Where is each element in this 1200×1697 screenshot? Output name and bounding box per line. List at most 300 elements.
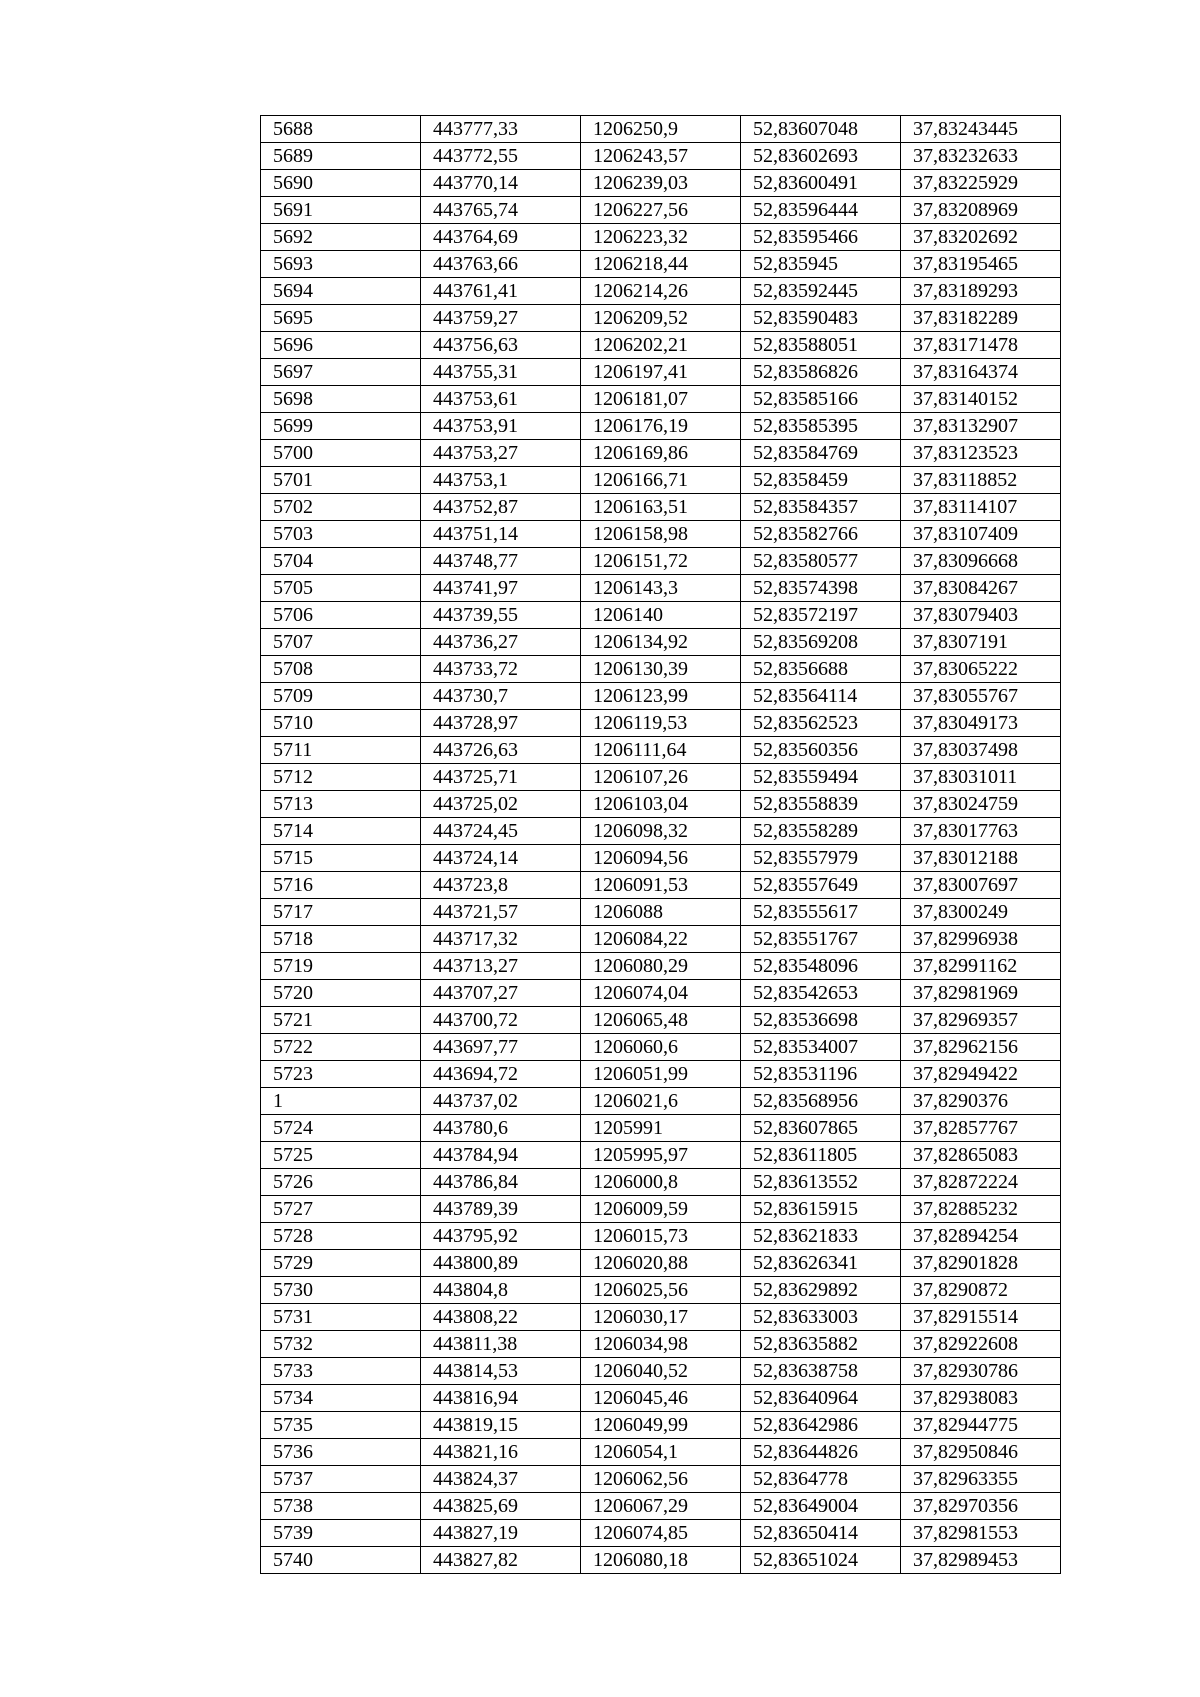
table-row bbox=[261, 926, 1061, 953]
y-coordinate-cell: 1206140 bbox=[581, 602, 741, 629]
x-coordinate-cell: 443786,84 bbox=[421, 1169, 581, 1196]
longitude-cell: 37,8290376 bbox=[901, 1088, 1061, 1115]
table-row bbox=[261, 1493, 1061, 1520]
latitude-cell: 52,83613552 bbox=[741, 1169, 901, 1196]
y-coordinate-cell: 1206040,52 bbox=[581, 1358, 741, 1385]
point-number-cell: 5740 bbox=[261, 1547, 421, 1574]
y-coordinate-cell: 1206181,07 bbox=[581, 386, 741, 413]
y-coordinate-cell: 1206158,98 bbox=[581, 521, 741, 548]
longitude-cell: 37,82989453 bbox=[901, 1547, 1061, 1574]
y-coordinate-cell: 1206243,57 bbox=[581, 143, 741, 170]
point-number-cell: 5736 bbox=[261, 1439, 421, 1466]
table-row bbox=[261, 251, 1061, 278]
table-row bbox=[261, 872, 1061, 899]
latitude-cell: 52,83607865 bbox=[741, 1115, 901, 1142]
table-row bbox=[261, 1277, 1061, 1304]
x-coordinate-cell: 443728,97 bbox=[421, 710, 581, 737]
x-coordinate-cell: 443753,61 bbox=[421, 386, 581, 413]
latitude-cell: 52,83559494 bbox=[741, 764, 901, 791]
point-number-cell: 5689 bbox=[261, 143, 421, 170]
table-row bbox=[261, 143, 1061, 170]
table-row bbox=[261, 1466, 1061, 1493]
table-row bbox=[261, 1034, 1061, 1061]
latitude-cell: 52,83585166 bbox=[741, 386, 901, 413]
y-coordinate-cell: 1206214,26 bbox=[581, 278, 741, 305]
x-coordinate-cell: 443827,19 bbox=[421, 1520, 581, 1547]
table-row bbox=[261, 1061, 1061, 1088]
latitude-cell: 52,83557649 bbox=[741, 872, 901, 899]
latitude-cell: 52,83595466 bbox=[741, 224, 901, 251]
longitude-cell: 37,83171478 bbox=[901, 332, 1061, 359]
y-coordinate-cell: 1206163,51 bbox=[581, 494, 741, 521]
latitude-cell: 52,8358459 bbox=[741, 467, 901, 494]
latitude-cell: 52,83558839 bbox=[741, 791, 901, 818]
longitude-cell: 37,82872224 bbox=[901, 1169, 1061, 1196]
y-coordinate-cell: 1206060,6 bbox=[581, 1034, 741, 1061]
y-coordinate-cell: 1206080,29 bbox=[581, 953, 741, 980]
y-coordinate-cell: 1206088 bbox=[581, 899, 741, 926]
latitude-cell: 52,83651024 bbox=[741, 1547, 901, 1574]
x-coordinate-cell: 443733,72 bbox=[421, 656, 581, 683]
x-coordinate-cell: 443751,14 bbox=[421, 521, 581, 548]
y-coordinate-cell: 1206202,21 bbox=[581, 332, 741, 359]
y-coordinate-cell: 1206143,3 bbox=[581, 575, 741, 602]
longitude-cell: 37,83132907 bbox=[901, 413, 1061, 440]
point-number-cell: 5737 bbox=[261, 1466, 421, 1493]
x-coordinate-cell: 443756,63 bbox=[421, 332, 581, 359]
latitude-cell: 52,83607048 bbox=[741, 116, 901, 143]
y-coordinate-cell: 1206098,32 bbox=[581, 818, 741, 845]
point-number-cell: 5694 bbox=[261, 278, 421, 305]
longitude-cell: 37,83195465 bbox=[901, 251, 1061, 278]
longitude-cell: 37,83164374 bbox=[901, 359, 1061, 386]
point-number-cell: 5735 bbox=[261, 1412, 421, 1439]
latitude-cell: 52,83580577 bbox=[741, 548, 901, 575]
longitude-cell: 37,83084267 bbox=[901, 575, 1061, 602]
point-number-cell: 5720 bbox=[261, 980, 421, 1007]
x-coordinate-cell: 443748,77 bbox=[421, 548, 581, 575]
x-coordinate-cell: 443825,69 bbox=[421, 1493, 581, 1520]
x-coordinate-cell: 443737,02 bbox=[421, 1088, 581, 1115]
latitude-cell: 52,83572197 bbox=[741, 602, 901, 629]
y-coordinate-cell: 1206020,88 bbox=[581, 1250, 741, 1277]
x-coordinate-cell: 443789,39 bbox=[421, 1196, 581, 1223]
point-number-cell: 5690 bbox=[261, 170, 421, 197]
x-coordinate-cell: 443819,15 bbox=[421, 1412, 581, 1439]
x-coordinate-cell: 443780,6 bbox=[421, 1115, 581, 1142]
x-coordinate-cell: 443764,69 bbox=[421, 224, 581, 251]
table-row bbox=[261, 521, 1061, 548]
table-row bbox=[261, 224, 1061, 251]
latitude-cell: 52,83626341 bbox=[741, 1250, 901, 1277]
x-coordinate-cell: 443753,27 bbox=[421, 440, 581, 467]
longitude-cell: 37,8300249 bbox=[901, 899, 1061, 926]
table-row bbox=[261, 980, 1061, 1007]
table-row bbox=[261, 953, 1061, 980]
point-number-cell: 5721 bbox=[261, 1007, 421, 1034]
longitude-cell: 37,83007697 bbox=[901, 872, 1061, 899]
latitude-cell: 52,83638758 bbox=[741, 1358, 901, 1385]
latitude-cell: 52,83600491 bbox=[741, 170, 901, 197]
y-coordinate-cell: 1206111,64 bbox=[581, 737, 741, 764]
y-coordinate-cell: 1206094,56 bbox=[581, 845, 741, 872]
latitude-cell: 52,83548096 bbox=[741, 953, 901, 980]
y-coordinate-cell: 1206074,85 bbox=[581, 1520, 741, 1547]
y-coordinate-cell: 1206074,04 bbox=[581, 980, 741, 1007]
longitude-cell: 37,82970356 bbox=[901, 1493, 1061, 1520]
longitude-cell: 37,82969357 bbox=[901, 1007, 1061, 1034]
longitude-cell: 37,8307191 bbox=[901, 629, 1061, 656]
point-number-cell: 5719 bbox=[261, 953, 421, 980]
table-row bbox=[261, 1223, 1061, 1250]
table-row bbox=[261, 683, 1061, 710]
x-coordinate-cell: 443800,89 bbox=[421, 1250, 581, 1277]
y-coordinate-cell: 1205995,97 bbox=[581, 1142, 741, 1169]
table-row bbox=[261, 1007, 1061, 1034]
latitude-cell: 52,83611805 bbox=[741, 1142, 901, 1169]
longitude-cell: 37,82991162 bbox=[901, 953, 1061, 980]
point-number-cell: 5714 bbox=[261, 818, 421, 845]
table-row bbox=[261, 1547, 1061, 1574]
table-row bbox=[261, 656, 1061, 683]
point-number-cell: 5727 bbox=[261, 1196, 421, 1223]
longitude-cell: 37,83107409 bbox=[901, 521, 1061, 548]
table-row bbox=[261, 494, 1061, 521]
latitude-cell: 52,8364778 bbox=[741, 1466, 901, 1493]
x-coordinate-cell: 443808,22 bbox=[421, 1304, 581, 1331]
x-coordinate-cell: 443724,45 bbox=[421, 818, 581, 845]
latitude-cell: 52,83642986 bbox=[741, 1412, 901, 1439]
point-number-cell: 5709 bbox=[261, 683, 421, 710]
point-number-cell: 5705 bbox=[261, 575, 421, 602]
longitude-cell: 37,82894254 bbox=[901, 1223, 1061, 1250]
y-coordinate-cell: 1206151,72 bbox=[581, 548, 741, 575]
longitude-cell: 37,83123523 bbox=[901, 440, 1061, 467]
point-number-cell: 5717 bbox=[261, 899, 421, 926]
longitude-cell: 37,82949422 bbox=[901, 1061, 1061, 1088]
table-row bbox=[261, 602, 1061, 629]
longitude-cell: 37,82996938 bbox=[901, 926, 1061, 953]
table-row bbox=[261, 1331, 1061, 1358]
y-coordinate-cell: 1206030,17 bbox=[581, 1304, 741, 1331]
longitude-cell: 37,83037498 bbox=[901, 737, 1061, 764]
longitude-cell: 37,83118852 bbox=[901, 467, 1061, 494]
latitude-cell: 52,83564114 bbox=[741, 683, 901, 710]
latitude-cell: 52,83562523 bbox=[741, 710, 901, 737]
latitude-cell: 52,83629892 bbox=[741, 1277, 901, 1304]
y-coordinate-cell: 1206084,22 bbox=[581, 926, 741, 953]
latitude-cell: 52,83569208 bbox=[741, 629, 901, 656]
latitude-cell: 52,83590483 bbox=[741, 305, 901, 332]
y-coordinate-cell: 1206045,46 bbox=[581, 1385, 741, 1412]
table-row bbox=[261, 278, 1061, 305]
y-coordinate-cell: 1206169,86 bbox=[581, 440, 741, 467]
x-coordinate-cell: 443725,71 bbox=[421, 764, 581, 791]
longitude-cell: 37,82944775 bbox=[901, 1412, 1061, 1439]
point-number-cell: 5729 bbox=[261, 1250, 421, 1277]
latitude-cell: 52,83635882 bbox=[741, 1331, 901, 1358]
point-number-cell: 5713 bbox=[261, 791, 421, 818]
latitude-cell: 52,83568956 bbox=[741, 1088, 901, 1115]
point-number-cell: 5707 bbox=[261, 629, 421, 656]
latitude-cell: 52,83602693 bbox=[741, 143, 901, 170]
x-coordinate-cell: 443784,94 bbox=[421, 1142, 581, 1169]
longitude-cell: 37,83208969 bbox=[901, 197, 1061, 224]
x-coordinate-cell: 443724,14 bbox=[421, 845, 581, 872]
table-row bbox=[261, 737, 1061, 764]
latitude-cell: 52,83536698 bbox=[741, 1007, 901, 1034]
latitude-cell: 52,83574398 bbox=[741, 575, 901, 602]
table-row bbox=[261, 764, 1061, 791]
y-coordinate-cell: 1206025,56 bbox=[581, 1277, 741, 1304]
latitude-cell: 52,83558289 bbox=[741, 818, 901, 845]
table-row bbox=[261, 305, 1061, 332]
table-row bbox=[261, 197, 1061, 224]
y-coordinate-cell: 1206197,41 bbox=[581, 359, 741, 386]
y-coordinate-cell: 1206009,59 bbox=[581, 1196, 741, 1223]
point-number-cell: 5703 bbox=[261, 521, 421, 548]
y-coordinate-cell: 1206065,48 bbox=[581, 1007, 741, 1034]
latitude-cell: 52,83584769 bbox=[741, 440, 901, 467]
table-row bbox=[261, 1142, 1061, 1169]
longitude-cell: 37,83017763 bbox=[901, 818, 1061, 845]
longitude-cell: 37,83182289 bbox=[901, 305, 1061, 332]
longitude-cell: 37,83055767 bbox=[901, 683, 1061, 710]
x-coordinate-cell: 443717,32 bbox=[421, 926, 581, 953]
y-coordinate-cell: 1206250,9 bbox=[581, 116, 741, 143]
table-row bbox=[261, 1088, 1061, 1115]
x-coordinate-cell: 443761,41 bbox=[421, 278, 581, 305]
x-coordinate-cell: 443777,33 bbox=[421, 116, 581, 143]
y-coordinate-cell: 1206134,92 bbox=[581, 629, 741, 656]
y-coordinate-cell: 1206123,99 bbox=[581, 683, 741, 710]
latitude-cell: 52,83542653 bbox=[741, 980, 901, 1007]
latitude-cell: 52,83592445 bbox=[741, 278, 901, 305]
point-number-cell: 5693 bbox=[261, 251, 421, 278]
y-coordinate-cell: 1206049,99 bbox=[581, 1412, 741, 1439]
latitude-cell: 52,83640964 bbox=[741, 1385, 901, 1412]
y-coordinate-cell: 1206091,53 bbox=[581, 872, 741, 899]
point-number-cell: 5701 bbox=[261, 467, 421, 494]
x-coordinate-cell: 443795,92 bbox=[421, 1223, 581, 1250]
longitude-cell: 37,82963355 bbox=[901, 1466, 1061, 1493]
latitude-cell: 52,83615915 bbox=[741, 1196, 901, 1223]
x-coordinate-cell: 443804,8 bbox=[421, 1277, 581, 1304]
x-coordinate-cell: 443763,66 bbox=[421, 251, 581, 278]
longitude-cell: 37,83096668 bbox=[901, 548, 1061, 575]
point-number-cell: 5716 bbox=[261, 872, 421, 899]
longitude-cell: 37,83189293 bbox=[901, 278, 1061, 305]
y-coordinate-cell: 1206239,03 bbox=[581, 170, 741, 197]
point-number-cell: 5691 bbox=[261, 197, 421, 224]
table-row bbox=[261, 1115, 1061, 1142]
longitude-cell: 37,82885232 bbox=[901, 1196, 1061, 1223]
table-row bbox=[261, 116, 1061, 143]
longitude-cell: 37,83024759 bbox=[901, 791, 1061, 818]
latitude-cell: 52,83588051 bbox=[741, 332, 901, 359]
point-number-cell: 5704 bbox=[261, 548, 421, 575]
point-number-cell: 5739 bbox=[261, 1520, 421, 1547]
x-coordinate-cell: 443700,72 bbox=[421, 1007, 581, 1034]
longitude-cell: 37,82962156 bbox=[901, 1034, 1061, 1061]
point-number-cell: 5698 bbox=[261, 386, 421, 413]
table-row bbox=[261, 818, 1061, 845]
table-row bbox=[261, 548, 1061, 575]
longitude-cell: 37,82922608 bbox=[901, 1331, 1061, 1358]
point-number-cell: 5708 bbox=[261, 656, 421, 683]
x-coordinate-cell: 443726,63 bbox=[421, 737, 581, 764]
table-row bbox=[261, 899, 1061, 926]
table-row bbox=[261, 467, 1061, 494]
y-coordinate-cell: 1205991 bbox=[581, 1115, 741, 1142]
longitude-cell: 37,83065222 bbox=[901, 656, 1061, 683]
x-coordinate-cell: 443824,37 bbox=[421, 1466, 581, 1493]
point-number-cell: 5700 bbox=[261, 440, 421, 467]
longitude-cell: 37,8290872 bbox=[901, 1277, 1061, 1304]
table-row bbox=[261, 386, 1061, 413]
longitude-cell: 37,83031011 bbox=[901, 764, 1061, 791]
longitude-cell: 37,83079403 bbox=[901, 602, 1061, 629]
y-coordinate-cell: 1206021,6 bbox=[581, 1088, 741, 1115]
x-coordinate-cell: 443730,7 bbox=[421, 683, 581, 710]
y-coordinate-cell: 1206166,71 bbox=[581, 467, 741, 494]
y-coordinate-cell: 1206034,98 bbox=[581, 1331, 741, 1358]
longitude-cell: 37,82938083 bbox=[901, 1385, 1061, 1412]
latitude-cell: 52,83586826 bbox=[741, 359, 901, 386]
point-number-cell: 5732 bbox=[261, 1331, 421, 1358]
table-row bbox=[261, 1304, 1061, 1331]
point-number-cell: 5733 bbox=[261, 1358, 421, 1385]
latitude-cell: 52,83650414 bbox=[741, 1520, 901, 1547]
latitude-cell: 52,835945 bbox=[741, 251, 901, 278]
x-coordinate-cell: 443694,72 bbox=[421, 1061, 581, 1088]
y-coordinate-cell: 1206103,04 bbox=[581, 791, 741, 818]
longitude-cell: 37,82950846 bbox=[901, 1439, 1061, 1466]
y-coordinate-cell: 1206051,99 bbox=[581, 1061, 741, 1088]
longitude-cell: 37,83049173 bbox=[901, 710, 1061, 737]
table-row bbox=[261, 1250, 1061, 1277]
x-coordinate-cell: 443721,57 bbox=[421, 899, 581, 926]
x-coordinate-cell: 443772,55 bbox=[421, 143, 581, 170]
point-number-cell: 1 bbox=[261, 1088, 421, 1115]
latitude-cell: 52,83557979 bbox=[741, 845, 901, 872]
longitude-cell: 37,82930786 bbox=[901, 1358, 1061, 1385]
point-number-cell: 5692 bbox=[261, 224, 421, 251]
x-coordinate-cell: 443827,82 bbox=[421, 1547, 581, 1574]
y-coordinate-cell: 1206223,32 bbox=[581, 224, 741, 251]
y-coordinate-cell: 1206107,26 bbox=[581, 764, 741, 791]
point-number-cell: 5722 bbox=[261, 1034, 421, 1061]
point-number-cell: 5712 bbox=[261, 764, 421, 791]
point-number-cell: 5738 bbox=[261, 1493, 421, 1520]
point-number-cell: 5695 bbox=[261, 305, 421, 332]
table-row bbox=[261, 1412, 1061, 1439]
latitude-cell: 52,83584357 bbox=[741, 494, 901, 521]
latitude-cell: 52,83560356 bbox=[741, 737, 901, 764]
point-number-cell: 5725 bbox=[261, 1142, 421, 1169]
point-number-cell: 5726 bbox=[261, 1169, 421, 1196]
x-coordinate-cell: 443741,97 bbox=[421, 575, 581, 602]
table-row bbox=[261, 1358, 1061, 1385]
x-coordinate-cell: 443816,94 bbox=[421, 1385, 581, 1412]
x-coordinate-cell: 443697,77 bbox=[421, 1034, 581, 1061]
y-coordinate-cell: 1206176,19 bbox=[581, 413, 741, 440]
coordinates-table-body bbox=[261, 116, 1061, 1574]
latitude-cell: 52,83585395 bbox=[741, 413, 901, 440]
table-row bbox=[261, 845, 1061, 872]
y-coordinate-cell: 1206015,73 bbox=[581, 1223, 741, 1250]
longitude-cell: 37,83140152 bbox=[901, 386, 1061, 413]
table-row bbox=[261, 440, 1061, 467]
table-row bbox=[261, 332, 1061, 359]
latitude-cell: 52,8356688 bbox=[741, 656, 901, 683]
latitude-cell: 52,83534007 bbox=[741, 1034, 901, 1061]
point-number-cell: 5702 bbox=[261, 494, 421, 521]
point-number-cell: 5728 bbox=[261, 1223, 421, 1250]
table-row bbox=[261, 1196, 1061, 1223]
x-coordinate-cell: 443752,87 bbox=[421, 494, 581, 521]
point-number-cell: 5723 bbox=[261, 1061, 421, 1088]
point-number-cell: 5734 bbox=[261, 1385, 421, 1412]
latitude-cell: 52,83555617 bbox=[741, 899, 901, 926]
y-coordinate-cell: 1206080,18 bbox=[581, 1547, 741, 1574]
x-coordinate-cell: 443739,55 bbox=[421, 602, 581, 629]
x-coordinate-cell: 443814,53 bbox=[421, 1358, 581, 1385]
latitude-cell: 52,83644826 bbox=[741, 1439, 901, 1466]
table-row bbox=[261, 413, 1061, 440]
table-row bbox=[261, 170, 1061, 197]
latitude-cell: 52,83596444 bbox=[741, 197, 901, 224]
table-row bbox=[261, 575, 1061, 602]
longitude-cell: 37,82981969 bbox=[901, 980, 1061, 1007]
latitude-cell: 52,83551767 bbox=[741, 926, 901, 953]
point-number-cell: 5718 bbox=[261, 926, 421, 953]
table-row bbox=[261, 1169, 1061, 1196]
x-coordinate-cell: 443723,8 bbox=[421, 872, 581, 899]
longitude-cell: 37,82915514 bbox=[901, 1304, 1061, 1331]
x-coordinate-cell: 443736,27 bbox=[421, 629, 581, 656]
longitude-cell: 37,83243445 bbox=[901, 116, 1061, 143]
point-number-cell: 5706 bbox=[261, 602, 421, 629]
point-number-cell: 5731 bbox=[261, 1304, 421, 1331]
longitude-cell: 37,83114107 bbox=[901, 494, 1061, 521]
x-coordinate-cell: 443755,31 bbox=[421, 359, 581, 386]
table-row bbox=[261, 359, 1061, 386]
point-number-cell: 5715 bbox=[261, 845, 421, 872]
x-coordinate-cell: 443753,1 bbox=[421, 467, 581, 494]
y-coordinate-cell: 1206119,53 bbox=[581, 710, 741, 737]
y-coordinate-cell: 1206218,44 bbox=[581, 251, 741, 278]
x-coordinate-cell: 443713,27 bbox=[421, 953, 581, 980]
longitude-cell: 37,82981553 bbox=[901, 1520, 1061, 1547]
x-coordinate-cell: 443707,27 bbox=[421, 980, 581, 1007]
table-row bbox=[261, 1439, 1061, 1466]
y-coordinate-cell: 1206067,29 bbox=[581, 1493, 741, 1520]
longitude-cell: 37,83225929 bbox=[901, 170, 1061, 197]
y-coordinate-cell: 1206209,52 bbox=[581, 305, 741, 332]
x-coordinate-cell: 443765,74 bbox=[421, 197, 581, 224]
point-number-cell: 5696 bbox=[261, 332, 421, 359]
y-coordinate-cell: 1206000,8 bbox=[581, 1169, 741, 1196]
longitude-cell: 37,82901828 bbox=[901, 1250, 1061, 1277]
latitude-cell: 52,83531196 bbox=[741, 1061, 901, 1088]
point-number-cell: 5688 bbox=[261, 116, 421, 143]
table-row bbox=[261, 629, 1061, 656]
x-coordinate-cell: 443770,14 bbox=[421, 170, 581, 197]
latitude-cell: 52,83582766 bbox=[741, 521, 901, 548]
longitude-cell: 37,83202692 bbox=[901, 224, 1061, 251]
table-row bbox=[261, 710, 1061, 737]
